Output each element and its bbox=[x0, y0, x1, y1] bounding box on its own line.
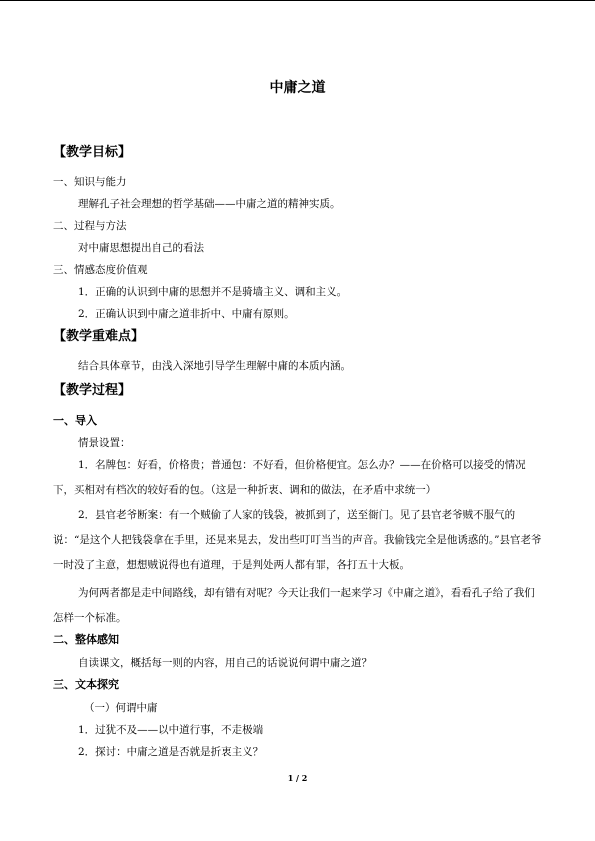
subheading-intro: 一、导入 bbox=[53, 414, 97, 427]
exploration-subsection: （一）何谓中庸 bbox=[84, 702, 158, 714]
heading-teaching-process: 【教学过程】 bbox=[53, 383, 132, 398]
goals-item-3-point-1: 1．正确的认识到中庸的思想并不是骑墙主义、调和主义。 bbox=[78, 286, 348, 298]
heading-teaching-goals: 【教学目标】 bbox=[53, 145, 132, 160]
key-difficulties-text: 结合具体章节，由浅入深地引导学生理解中庸的本质内涵。 bbox=[78, 360, 351, 372]
heading-key-difficulties: 【教学重难点】 bbox=[53, 329, 145, 344]
goals-item-3-point-2: 2．正确认识到中庸之道非折中、中庸有原则。 bbox=[78, 308, 295, 320]
goals-item-1: 一、知识与能力 bbox=[53, 176, 127, 188]
intro-paragraph-1: 1．名牌包：好看，价格贵；普通包：不好看，但价格便宜。怎么办？——在价格可以接受的情况下，买相对有档次的较好看的包。（这是一种折衷、调和的做法，在矛盾中求统一） bbox=[53, 459, 526, 496]
intro-scene-label: 情景设置： bbox=[78, 437, 131, 449]
overview-text: 自读课文，概括每一则的内容，用自己的话说说何谓中庸之道？ bbox=[78, 657, 372, 669]
exploration-point-1: 1．过犹不及——以中道行事，不走极端 bbox=[78, 724, 264, 736]
intro-paragraph-3: 为何两者都是走中间路线，却有错有对呢？今天让我们一起来学习《中庸之道》，看看孔子给了我们怎样一个标准。 bbox=[53, 587, 535, 624]
goals-item-2-text: 对中庸思想提出自己的看法 bbox=[78, 242, 204, 254]
subheading-overview: 二、整体感知 bbox=[53, 633, 119, 646]
page-title: 中庸之道 bbox=[269, 80, 326, 96]
intro-paragraph-2: 2．县官老爷断案：有一个贼偷了人家的钱袋，被抓到了，送至衙门。见了县官老爷贼不服气的说：“是这个人把钱袋拿在手里，还晃来晃去，发出些叮叮当当的声音。我偷钱完全是他诱惑的。”县官老爷一时没了主意，想想贼说得也有道理，于是判处两人都有罪，各打五十大板。 bbox=[53, 509, 542, 571]
goals-item-2: 二、过程与方法 bbox=[53, 220, 127, 232]
goals-item-1-text: 理解孔子社会理想的哲学基础——中庸之道的精神实质。 bbox=[78, 198, 341, 210]
goals-item-3: 三、情感态度价值观 bbox=[53, 264, 148, 276]
page-number: 1 / 2 bbox=[287, 773, 308, 783]
exploration-point-2: 2．探讨：中庸之道是否就是折衷主义？ bbox=[78, 746, 264, 758]
subheading-text-exploration: 三、文本探究 bbox=[53, 678, 119, 691]
